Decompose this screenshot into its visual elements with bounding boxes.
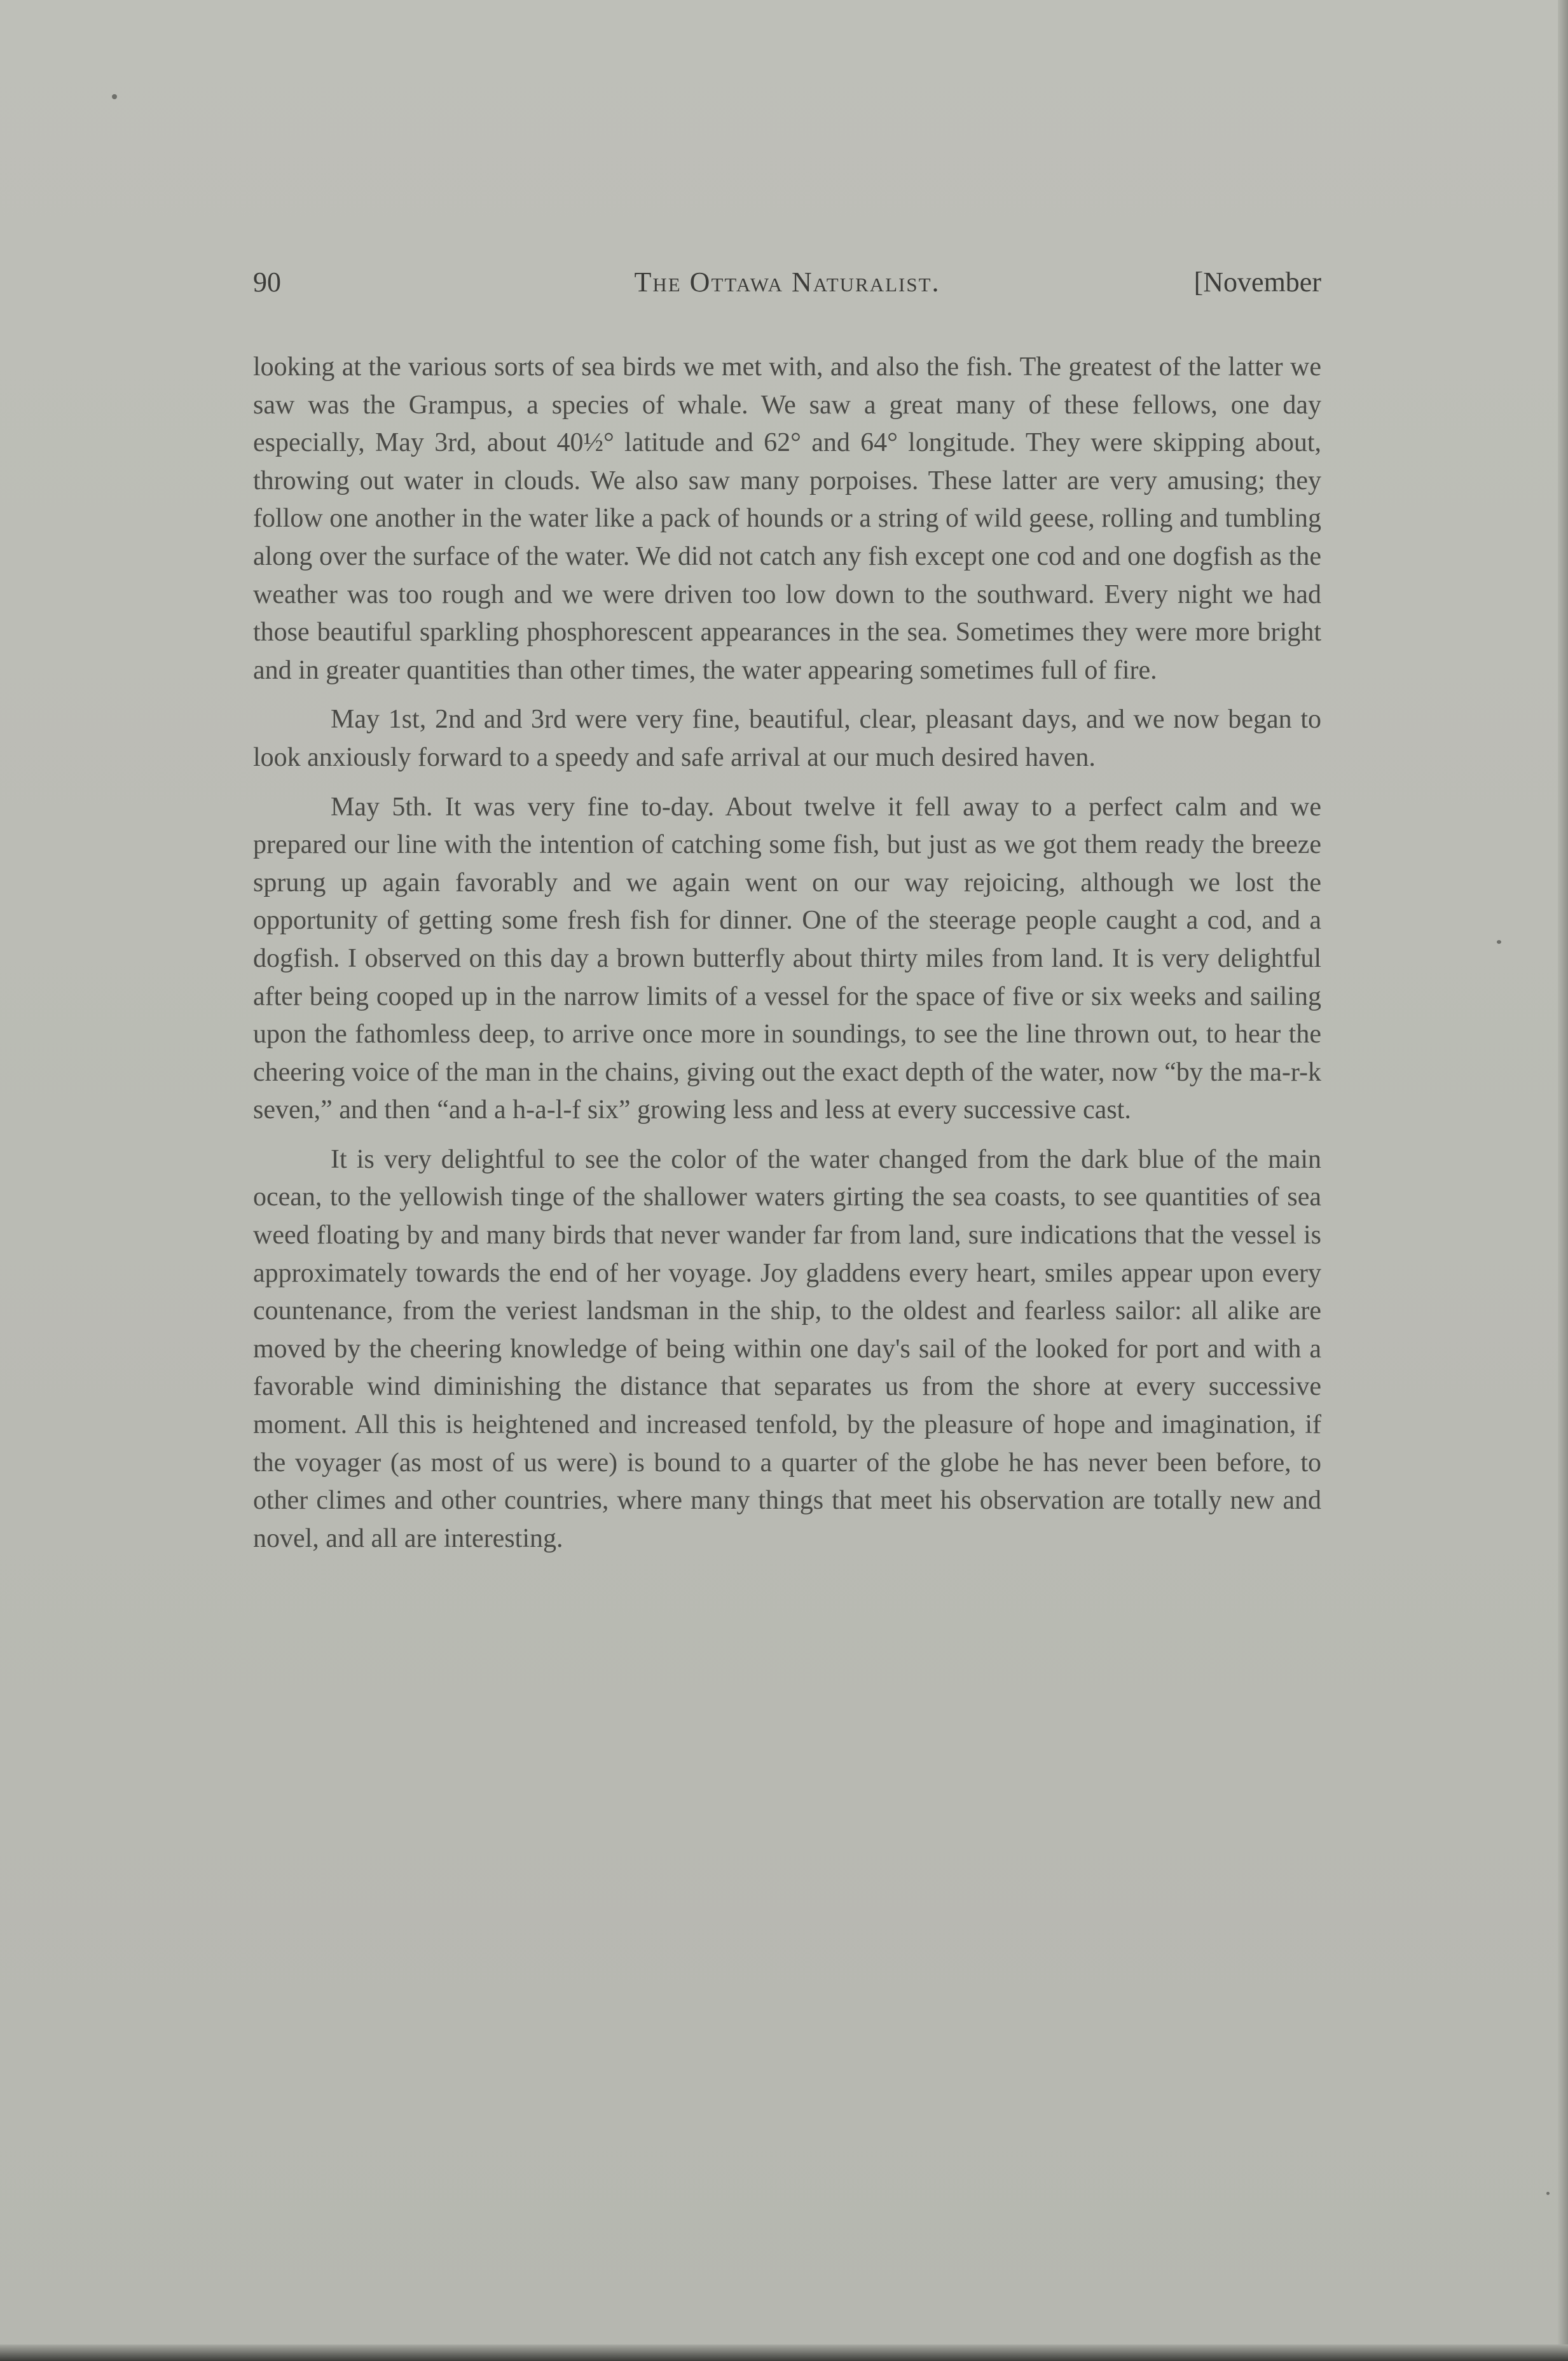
article-body — [253, 349, 1321, 1569]
dust-speck — [1497, 940, 1501, 944]
paragraph-1: looking at the various sorts of sea birds we met with, and also the fish. The greatest of the latter we saw was the Grampus, a species of whale. We saw a great many of these fellows, one day especially, May 3rd, about 40½° latitude and 62° and 64° longitude. They were skipping about, throwing out water in clouds. We also saw many porpoises. These latter are very amusing; they follow one another in the water like a pack of hounds or a string of wild geese, rolling and tumbling along over the surface of the water. We did not catch any fish except one cod and one dogfish as the weather was too rough and we were driven too low down to the southward. Every night we had those beautiful sparkling phosphorescent appearances in the sea. Sometimes they were more bright and in greater quantities than other times, the water appearing sometimes full of fire. — [253, 352, 1321, 685]
paragraph-3: May 5th. It was very fine to-day. About twelve it fell away to a perfect calm and we prepared our line with the intention of catching some fish, but just as we got them ready the breeze sprung up again favorably and we again went on our way rejoicing, although we lost the opportunity of getting some fresh fish for dinner. One of the steerage people caught a cod, and a dogfish. I observed on this day a brown butterfly about thirty miles from land. It is very delightful after being cooped up in the narrow limits of a vessel for the space of five or six weeks and sailing upon the fathomless deep, to arrive once more in soundings, to see the line thrown out, to hear the cheering voice of the man in the chains, giving out the exact depth of the water, now “by the ma-r-k seven,” and then “and a h-a-l-f six” growing less and less at every successive cast. — [253, 792, 1321, 1125]
page-number: 90 — [253, 267, 281, 298]
page-edge-right — [1558, 0, 1568, 2361]
running-title: The Ottawa Naturalist. — [634, 267, 940, 298]
paragraph-4: It is very delightful to see the color of the water changed from the dark blue of the main ocean, to the yellowish tinge of the shallower waters girting the sea coasts, to see quantities of sea weed floating by and many birds that never wander far from land, sure indications that the vessel is approximately towards the end of her voyage. Joy gladdens every heart, smiles appear upon every countenance, from the veriest landsman in the ship, to the oldest and fearless sailor: all alike are moved by the cheering knowledge of being within one day's sail of the looked for port and with a favorable wind diminishing the distance that separates us from the shore at every successive moment. All this is heightened and increased tenfold, by the pleasure of hope and imagination, if the voyager (as most of us were) is bound to a quarter of the globe he has never been before, to other climes and other countries, where many things that meet his observation are totally new and novel, and all are interesting. — [253, 1144, 1321, 1553]
page-edge-bottom — [0, 2344, 1568, 2361]
paragraph-2: May 1st, 2nd and 3rd were very fine, beautiful, clear, pleasant days, and we now began to look anxiously forward to a speedy and safe arrival at our much desired haven. — [253, 705, 1321, 772]
dust-speck — [112, 94, 117, 99]
dust-speck — [1546, 2192, 1550, 2195]
running-header — [253, 266, 1321, 317]
running-month: [November — [1193, 267, 1321, 298]
